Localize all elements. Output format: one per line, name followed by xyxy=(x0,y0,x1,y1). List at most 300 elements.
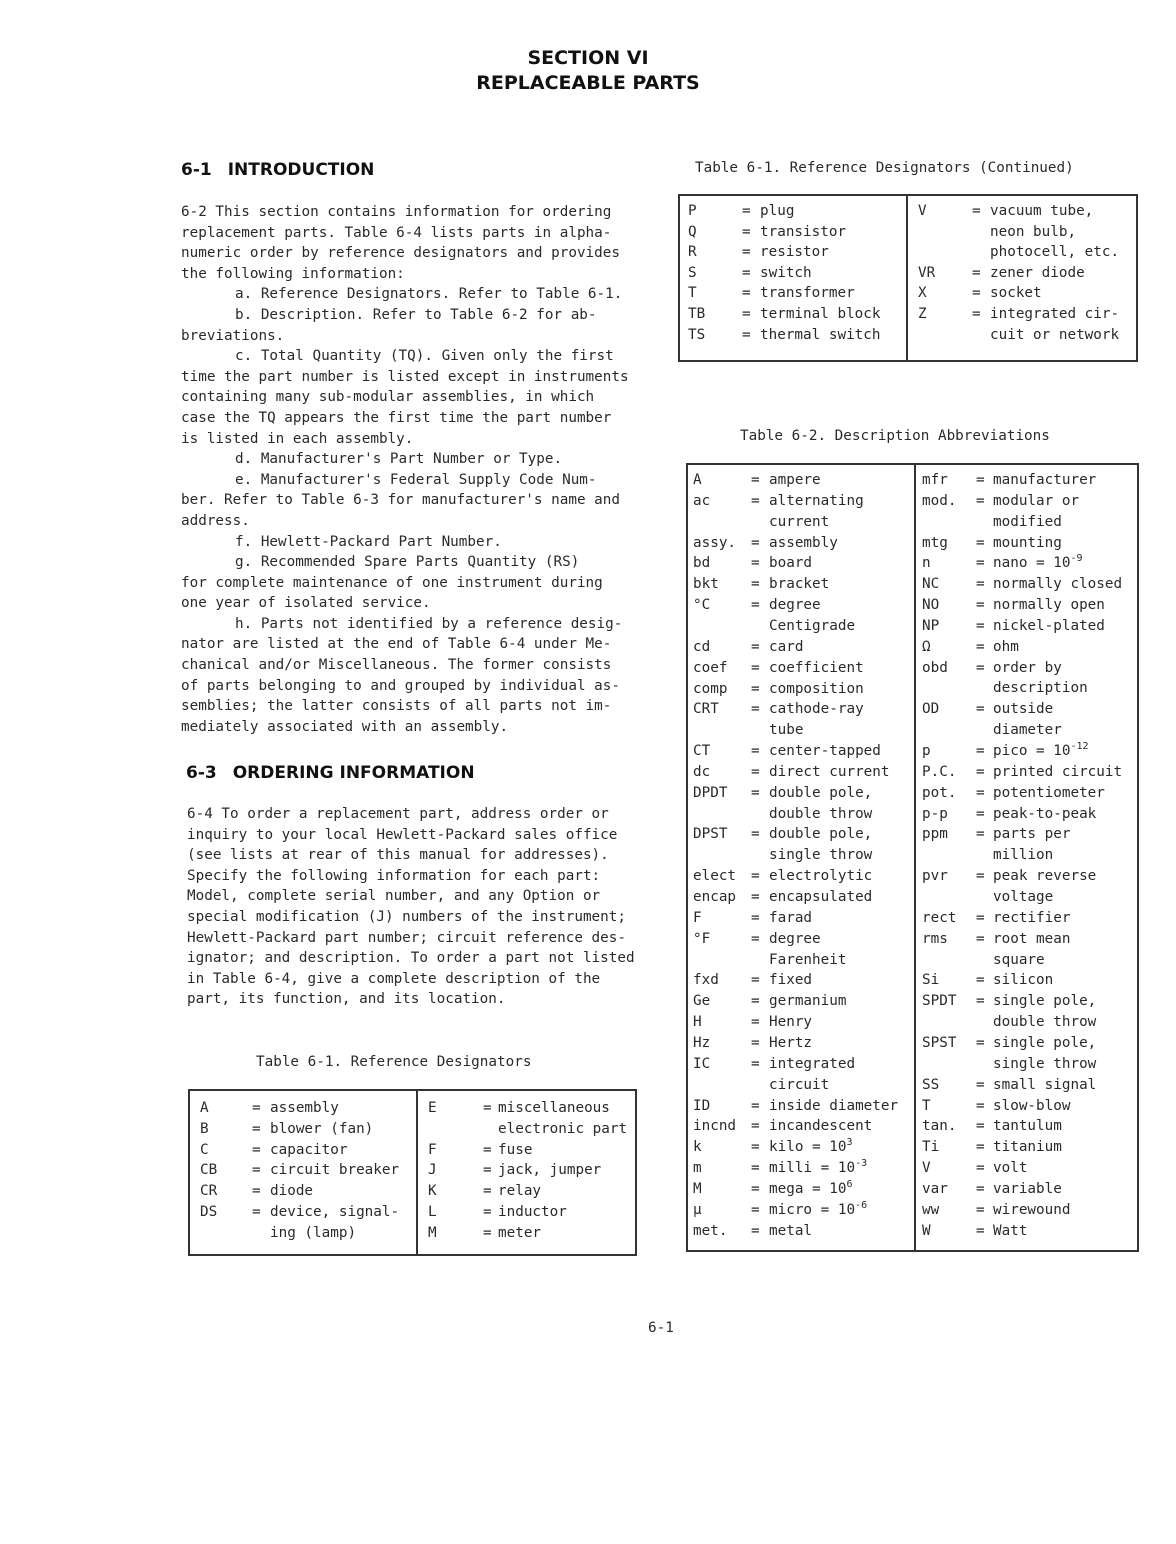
abbreviation: elect xyxy=(693,868,737,885)
definition xyxy=(993,824,1070,866)
prose-line: Hewlett-Packard part number; circuit reference des- xyxy=(187,929,626,946)
equals-sign: = xyxy=(976,659,985,676)
definition-line: cuit or network xyxy=(990,326,1120,343)
equals-sign: = xyxy=(742,203,751,219)
definition-line: vacuum tube, xyxy=(990,203,1094,219)
abbreviation: P.C. xyxy=(922,763,957,780)
definition xyxy=(993,929,1070,971)
definition-line: fuse xyxy=(498,1141,533,1158)
definition xyxy=(993,1075,1096,1096)
definition-line: manufacturer xyxy=(993,472,1097,488)
definition-line: jack, jumper xyxy=(498,1162,602,1179)
definition-line: titanium xyxy=(993,1139,1062,1156)
equals-sign: = xyxy=(483,1224,492,1241)
definition-line: miscellaneous xyxy=(498,1100,610,1116)
definition-line: ampere xyxy=(769,472,821,488)
equals-sign: = xyxy=(976,555,985,572)
definition-line: double throw xyxy=(993,1014,1097,1031)
abbreviation: R xyxy=(688,244,697,261)
prose-line: part, its function, and its location. xyxy=(187,991,506,1008)
definition-text: micro = 10 xyxy=(769,1201,856,1218)
abbreviation: ww xyxy=(922,1201,940,1218)
abbreviation: J xyxy=(428,1162,437,1179)
definition xyxy=(769,866,872,887)
abbreviation: m xyxy=(693,1160,702,1177)
definition xyxy=(760,325,881,346)
intro-number: 6-1 xyxy=(181,160,212,180)
definition xyxy=(769,1179,853,1200)
ordering-heading xyxy=(186,763,475,783)
definition-line: center-tapped xyxy=(769,743,881,760)
definition-line: order by xyxy=(993,659,1062,676)
definition xyxy=(769,824,872,866)
abbreviation: mod. xyxy=(922,492,957,509)
equals-sign: = xyxy=(976,868,985,885)
definition-line: degree xyxy=(769,597,821,614)
definition xyxy=(993,699,1062,741)
abbreviation: k xyxy=(693,1139,702,1156)
definition-line: composition xyxy=(769,680,864,697)
prose-line: breviations. xyxy=(181,327,285,344)
equals-sign: = xyxy=(976,1139,985,1156)
definition-line: Hertz xyxy=(769,1034,813,1051)
abbreviation: assy. xyxy=(693,534,737,551)
definition xyxy=(769,970,812,991)
equals-sign: = xyxy=(976,993,985,1010)
abbreviation: S xyxy=(688,264,697,281)
definition xyxy=(990,304,1119,345)
prose-line: numeric order by reference designators and provides xyxy=(181,245,620,262)
prose-line: one year of isolated service. xyxy=(181,595,431,612)
prose-line: nator are listed at the end of Table 6-4 under Me- xyxy=(181,636,612,653)
definition xyxy=(993,908,1070,929)
definition xyxy=(990,263,1085,284)
definition-line: neon bulb, xyxy=(990,223,1077,240)
definition-line: bracket xyxy=(769,576,830,593)
equals-sign: = xyxy=(972,264,981,281)
equals-sign: = xyxy=(751,1055,760,1072)
prose-line: Model, complete serial number, and any Option or xyxy=(187,888,601,905)
equals-sign: = xyxy=(976,638,985,655)
equals-sign: = xyxy=(483,1100,492,1116)
equals-sign: = xyxy=(972,306,981,322)
prose-line: for complete maintenance of one instrument during xyxy=(181,574,603,591)
definition-line: outside xyxy=(993,701,1054,718)
table-6-2-caption: Table 6-2. Description Abbreviations xyxy=(740,428,1050,444)
prose-line: the following information: xyxy=(181,265,405,282)
definition-line: nickel-plated xyxy=(993,617,1105,634)
prose-line: c. Total Quantity (TQ). Given only the first xyxy=(235,348,614,365)
definition-line: inside diameter xyxy=(769,1097,899,1114)
equals-sign: = xyxy=(751,1014,760,1031)
definition-line: transformer xyxy=(760,285,855,302)
definition-line: alternating xyxy=(769,492,864,509)
equals-sign: = xyxy=(976,972,985,989)
abbreviation: Z xyxy=(918,306,927,322)
definition xyxy=(769,1054,855,1096)
table-6-1-caption: Table 6-1. Reference Designators xyxy=(256,1054,532,1070)
abbreviation: DS xyxy=(200,1204,218,1220)
definition xyxy=(760,222,846,243)
definition xyxy=(769,491,864,533)
equals-sign: = xyxy=(751,597,760,614)
definition xyxy=(769,679,864,700)
definition xyxy=(769,1221,812,1242)
definition-line: silicon xyxy=(993,972,1054,989)
equals-sign: = xyxy=(976,1201,985,1218)
definition-line: single throw xyxy=(993,1055,1097,1072)
section-subtitle: REPLACEABLE PARTS xyxy=(476,72,700,94)
abbreviation: X xyxy=(918,285,927,302)
prose-line: Specify the following information for each part: xyxy=(187,867,601,884)
equals-sign: = xyxy=(976,617,985,634)
abbreviation: E xyxy=(428,1100,437,1116)
abbreviation: Hz xyxy=(693,1034,711,1051)
definition xyxy=(769,762,890,783)
definition xyxy=(769,1137,853,1158)
equals-sign: = xyxy=(976,784,985,801)
abbreviation: A xyxy=(200,1100,209,1116)
definition xyxy=(993,533,1062,554)
abbreviation: P xyxy=(688,203,697,219)
definition-line: Watt xyxy=(993,1222,1028,1239)
equals-sign: = xyxy=(976,930,985,947)
abbreviation: SS xyxy=(922,1076,940,1093)
definition-line: volt xyxy=(993,1160,1028,1177)
equals-sign: = xyxy=(976,534,985,551)
table-6-1-cont-caption: Table 6-1. Reference Designators (Continued) xyxy=(695,160,1074,176)
abbreviation: SPST xyxy=(922,1034,957,1051)
prose-line: 6-4 To order a replacement part, address order or xyxy=(187,806,609,822)
abbreviation: B xyxy=(200,1120,209,1137)
definition xyxy=(498,1140,532,1161)
definition-line: modular or xyxy=(993,492,1080,509)
definition xyxy=(769,908,812,929)
abbreviation: encap xyxy=(693,889,737,905)
page-number: 6-1 xyxy=(648,1320,674,1336)
prose-line: address. xyxy=(181,512,250,529)
definition xyxy=(769,991,846,1012)
intro-title: INTRODUCTION xyxy=(227,160,375,180)
prose-line: d. Manufacturer's Part Number or Type. xyxy=(235,451,563,468)
equals-sign: = xyxy=(252,1141,261,1158)
definition-line: square xyxy=(993,951,1045,968)
equals-sign: = xyxy=(742,285,751,302)
prose-line: in Table 6-4, give a complete description of the xyxy=(187,970,601,987)
definition-line: relay xyxy=(498,1183,542,1200)
definition-line: voltage xyxy=(993,888,1054,905)
abbreviation: dc xyxy=(693,763,711,780)
definition-line: assembly xyxy=(769,534,838,551)
exponent: -12 xyxy=(1070,741,1089,753)
table-column xyxy=(906,196,1138,360)
prose-line: ignator; and description. To order a part not listed xyxy=(187,950,635,967)
definition-text: kilo = 10 xyxy=(769,1139,847,1156)
definition-line: farad xyxy=(769,909,813,926)
equals-sign: = xyxy=(252,1204,261,1220)
table-column xyxy=(688,465,914,1250)
equals-sign: = xyxy=(742,326,751,343)
definition xyxy=(760,263,812,284)
equals-sign: = xyxy=(976,743,985,760)
abbreviation: H xyxy=(693,1014,702,1031)
definition-line: diameter xyxy=(993,722,1062,739)
abbreviation: DPST xyxy=(693,826,728,843)
definition xyxy=(993,553,1083,574)
abbreviation: fxd xyxy=(693,972,719,989)
equals-sign: = xyxy=(751,889,760,905)
definition-line: blower (fan) xyxy=(270,1120,374,1137)
exponent: -3 xyxy=(855,1158,868,1170)
definition xyxy=(769,1158,867,1179)
equals-sign: = xyxy=(751,743,760,760)
definition-line: metal xyxy=(769,1222,813,1239)
equals-sign: = xyxy=(751,909,760,926)
definition xyxy=(993,1137,1062,1158)
prose-line: h. Parts not identified by a reference desig- xyxy=(235,615,623,632)
prose-line: g. Recommended Spare Parts Quantity (RS) xyxy=(235,554,580,571)
equals-sign: = xyxy=(976,1034,985,1051)
equals-sign: = xyxy=(976,1097,985,1114)
definition xyxy=(498,1160,601,1181)
abbreviation: TB xyxy=(688,306,706,322)
definition-line: printed circuit xyxy=(993,763,1123,780)
definition xyxy=(769,741,881,762)
abbreviation: NO xyxy=(922,597,940,614)
definition xyxy=(993,1200,1070,1221)
equals-sign: = xyxy=(252,1120,261,1137)
abbreviation: K xyxy=(428,1183,437,1200)
definition xyxy=(993,658,1088,700)
equals-sign: = xyxy=(742,264,751,281)
definition-line: potentiometer xyxy=(993,784,1105,801)
definition-line: assembly xyxy=(270,1100,339,1116)
table-column xyxy=(190,1091,416,1254)
definition-line: description xyxy=(993,680,1088,697)
exponent: 3 xyxy=(846,1137,853,1149)
definition-line: peak reverse xyxy=(993,868,1097,885)
prose-line: chanical and/or Miscellaneous. The former consists xyxy=(181,657,612,674)
definition-text: pico = 10 xyxy=(993,743,1071,760)
definition xyxy=(769,553,812,574)
equals-sign: = xyxy=(483,1204,492,1220)
abbreviation: mtg xyxy=(922,534,948,551)
abbreviation: CT xyxy=(693,743,711,760)
definition-line: Centigrade xyxy=(769,617,856,634)
definition-line: wirewound xyxy=(993,1201,1071,1218)
definition xyxy=(993,866,1096,908)
definition-line: Farenheit xyxy=(769,951,847,968)
equals-sign: = xyxy=(751,1201,760,1218)
abbreviation: SPDT xyxy=(922,993,957,1010)
equals-sign: = xyxy=(742,306,751,322)
definition-line: germanium xyxy=(769,993,847,1010)
definition-line: cathode-ray xyxy=(769,701,864,718)
abbreviation: rms xyxy=(922,930,948,947)
abbreviation: CR xyxy=(200,1183,218,1200)
abbreviation: cd xyxy=(693,638,711,655)
definition xyxy=(993,616,1105,637)
intro-heading xyxy=(181,160,374,180)
definition-line: photocell, etc. xyxy=(990,244,1120,261)
abbreviation: TS xyxy=(688,326,706,343)
definition-line: board xyxy=(769,555,813,572)
definition xyxy=(498,1202,567,1223)
equals-sign: = xyxy=(751,1118,760,1135)
abbreviation: OD xyxy=(922,701,940,718)
equals-sign: = xyxy=(972,285,981,302)
definition xyxy=(270,1181,313,1202)
prose-line: is listed in each assembly. xyxy=(181,430,414,447)
exponent: -9 xyxy=(1070,553,1083,565)
definition xyxy=(993,595,1105,616)
equals-sign: = xyxy=(751,826,760,843)
definition xyxy=(769,1012,812,1033)
definition-line: socket xyxy=(990,285,1042,302)
definition xyxy=(270,1098,339,1119)
equals-sign: = xyxy=(751,930,760,947)
definition xyxy=(993,970,1053,991)
definition xyxy=(769,533,838,554)
definition xyxy=(993,1033,1096,1075)
definition xyxy=(993,470,1096,491)
equals-sign: = xyxy=(976,492,985,509)
definition xyxy=(270,1119,373,1140)
abbreviation: ppm xyxy=(922,826,948,843)
definition-line: single pole, xyxy=(993,993,1097,1010)
definition-line: modified xyxy=(993,513,1062,530)
definition-line: Henry xyxy=(769,1014,813,1031)
table-column xyxy=(416,1091,637,1254)
definition xyxy=(769,574,829,595)
abbreviation: NC xyxy=(922,576,940,593)
definition-text: nano = 10 xyxy=(993,555,1071,572)
equals-sign: = xyxy=(751,972,760,989)
table-6-1-continued xyxy=(678,194,1138,362)
definition-line: incandescent xyxy=(769,1118,873,1135)
definition-line: ohm xyxy=(993,638,1019,655)
definition-line: electronic part xyxy=(498,1120,628,1137)
table-6-1 xyxy=(188,1089,637,1256)
abbreviation: A xyxy=(693,472,702,488)
definition xyxy=(769,1200,867,1221)
definition-line: single pole, xyxy=(993,1034,1097,1051)
equals-sign: = xyxy=(976,763,985,780)
abbreviation: ID xyxy=(693,1097,711,1114)
abbreviation: Si xyxy=(922,972,940,989)
definition-line: direct current xyxy=(769,763,890,780)
abbreviation: p xyxy=(922,743,931,760)
definition xyxy=(993,1179,1062,1200)
abbreviation: coef xyxy=(693,659,728,676)
definition xyxy=(769,470,821,491)
definition-line: terminal block xyxy=(760,306,881,322)
abbreviation: °C xyxy=(693,597,711,614)
equals-sign: = xyxy=(751,492,760,509)
prose-line: containing many sub-modular assemblies, in which xyxy=(181,389,595,406)
definition xyxy=(769,1033,812,1054)
definition xyxy=(760,242,829,263)
equals-sign: = xyxy=(976,1118,985,1135)
definition xyxy=(270,1140,347,1161)
definition xyxy=(769,1096,898,1117)
equals-sign: = xyxy=(751,659,760,676)
definition-line: ing (lamp) xyxy=(270,1224,357,1241)
equals-sign: = xyxy=(252,1183,261,1200)
equals-sign: = xyxy=(751,763,760,780)
equals-sign: = xyxy=(976,576,985,593)
abbreviation: p-p xyxy=(922,805,948,822)
definition-line: electrolytic xyxy=(769,868,873,885)
abbreviation: tan. xyxy=(922,1118,957,1135)
abbreviation: pot. xyxy=(922,784,957,801)
equals-sign: = xyxy=(751,1097,760,1114)
equals-sign: = xyxy=(751,555,760,572)
definition-line: normally closed xyxy=(993,576,1123,593)
definition-line: zener diode xyxy=(990,264,1085,281)
abbreviation: met. xyxy=(693,1222,728,1239)
abbreviation: W xyxy=(922,1222,931,1239)
abbreviation: rect xyxy=(922,909,957,926)
abbreviation: ac xyxy=(693,492,711,509)
equals-sign: = xyxy=(976,597,985,614)
definition xyxy=(993,783,1105,804)
abbreviation: pvr xyxy=(922,868,948,885)
definition-line: card xyxy=(769,638,804,655)
equals-sign: = xyxy=(751,472,760,488)
definition-line: encapsulated xyxy=(769,889,873,905)
definition-line: double pole, xyxy=(769,784,873,801)
equals-sign: = xyxy=(751,1160,760,1177)
definition xyxy=(993,1116,1062,1137)
abbreviation: M xyxy=(693,1180,702,1197)
definition-line: double throw xyxy=(769,805,873,822)
prose-line: replacement parts. Table 6-4 lists parts in alpha- xyxy=(181,224,612,241)
definition xyxy=(769,637,803,658)
prose-line: inquiry to your local Hewlett-Packard sales office xyxy=(187,826,618,843)
abbreviation: Q xyxy=(688,223,697,240)
definition xyxy=(769,929,846,971)
definition-line: meter xyxy=(498,1224,542,1241)
definition xyxy=(270,1160,399,1181)
definition-line: root mean xyxy=(993,930,1071,947)
definition-line: coefficient xyxy=(769,659,864,676)
abbreviation: bkt xyxy=(693,576,719,593)
abbreviation: CRT xyxy=(693,701,719,718)
definition-line: transistor xyxy=(760,223,847,240)
definition-line: million xyxy=(993,847,1054,864)
definition xyxy=(760,283,855,304)
definition-text: milli = 10 xyxy=(769,1160,856,1177)
definition xyxy=(993,1158,1027,1179)
equals-sign: = xyxy=(976,805,985,822)
abbreviation: F xyxy=(428,1141,437,1158)
abbreviation: µ xyxy=(693,1201,702,1218)
abbreviation: °F xyxy=(693,930,711,947)
definition xyxy=(993,574,1122,595)
definition-line: current xyxy=(769,513,830,530)
equals-sign: = xyxy=(751,1180,760,1197)
equals-sign: = xyxy=(751,868,760,885)
equals-sign: = xyxy=(751,638,760,655)
prose-line: e. Manufacturer's Federal Supply Code Num- xyxy=(235,471,597,488)
equals-sign: = xyxy=(751,576,760,593)
abbreviation: Ω xyxy=(922,638,931,655)
section-title xyxy=(0,46,1176,96)
abbreviation: Ti xyxy=(922,1139,940,1156)
equals-sign: = xyxy=(976,1222,985,1239)
equals-sign: = xyxy=(751,701,760,718)
